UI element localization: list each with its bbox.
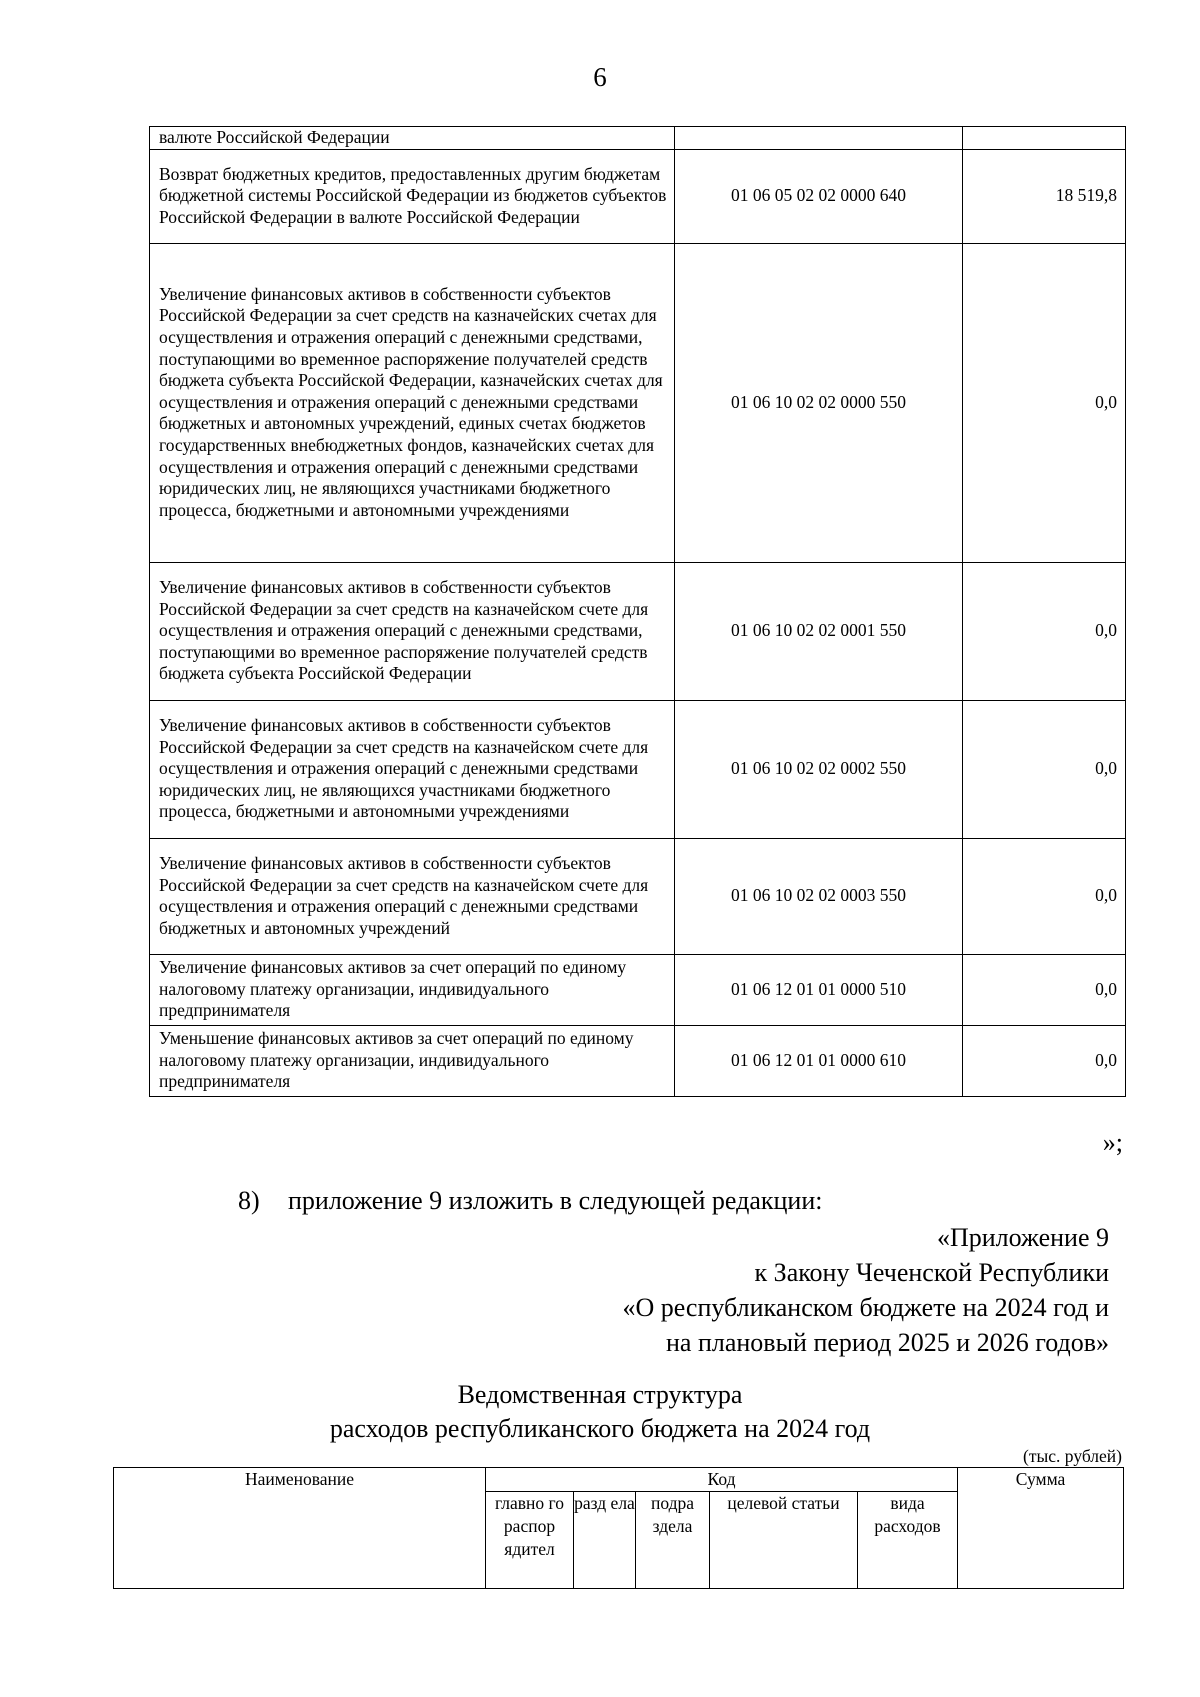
appendix-header xyxy=(622,1220,1109,1360)
row-sum: 0,0 xyxy=(963,243,1126,562)
table-header-row xyxy=(114,1468,1124,1492)
row-name: валюте Российской Федерации xyxy=(150,127,675,150)
row-name: Увеличение финансовых активов в собственности субъектов Российской Федерации за счет средств на казначейском счете для осуществления и отражения операций с денежными средствами, поступающими во временное распоряжение получателей средств бюджета субъекта Российской Федерации xyxy=(150,562,675,700)
table-row xyxy=(150,700,1126,838)
subheader-chief-administrator: главно го распор ядител xyxy=(486,1492,574,1589)
table-row xyxy=(150,562,1126,700)
appendix-line: «О республиканском бюджете на 2024 год и xyxy=(622,1293,1109,1322)
row-name: Увеличение финансовых активов в собственности субъектов Российской Федерации за счет средств на казначейских счетах для осуществления и отражения операций с денежными средствами, поступающими во временное распоряжение получателей средств бюджета субъекта Российской Федерации, казначейских счетах для осуществления и отражения операций с денежными средствами бюджетных и автономных учреждений, единых счетах бюджетов государственных внебюджетных фондов, казначейских счетах для осуществления и отражения операций с денежными средствами юридических лиц, не являющихся участниками бюджетного процесса, бюджетными и автономными учреждениями xyxy=(150,243,675,562)
row-name: Увеличение финансовых активов в собственности субъектов Российской Федерации за счет средств на казначейском счете для осуществления и отражения операций с денежными средствами юридических лиц, не являющихся участниками бюджетного процесса, бюджетными и автономными учреждениями xyxy=(150,700,675,838)
appendix-line: «Приложение 9 xyxy=(936,1223,1109,1252)
row-code: 01 06 10 02 02 0001 550 xyxy=(675,562,963,700)
table-row xyxy=(150,127,1126,150)
row-code xyxy=(675,127,963,150)
row-sum xyxy=(963,127,1126,150)
subheader-expense-type: вида расходов xyxy=(858,1492,958,1589)
row-name: Уменьшение финансовых активов за счет операций по единому налоговому платежу организации, индивидуального предпринимателя xyxy=(150,1025,675,1096)
header-name: Наименование xyxy=(114,1468,486,1589)
amendment-item xyxy=(238,1186,822,1216)
section-heading xyxy=(0,1378,1200,1446)
table-row xyxy=(150,243,1126,562)
subheader-target-item: целевой статьи xyxy=(710,1492,858,1589)
item-text: приложение 9 изложить в следующей редакции: xyxy=(288,1186,823,1215)
row-name: Увеличение финансовых активов в собственности субъектов Российской Федерации за счет средств на казначейском счете для осуществления и отражения операций с денежными средствами бюджетных и автономных учреждений xyxy=(150,838,675,954)
table-row xyxy=(150,838,1126,954)
item-number: 8) xyxy=(238,1186,260,1215)
row-name: Возврат бюджетных кредитов, предоставленных другим бюджетам бюджетной системы Российской Федерации из бюджетов субъектов Российской Федерации в валюте Российской Федерации xyxy=(150,149,675,243)
sources-table xyxy=(149,126,1126,1097)
appendix-line: на плановый период 2025 и 2026 годов» xyxy=(666,1328,1109,1357)
row-code: 01 06 12 01 01 0000 510 xyxy=(675,954,963,1025)
row-code: 01 06 12 01 01 0000 610 xyxy=(675,1025,963,1096)
row-sum: 0,0 xyxy=(963,1025,1126,1096)
table-row xyxy=(150,1025,1126,1096)
row-sum: 0,0 xyxy=(963,700,1126,838)
row-sum: 0,0 xyxy=(963,838,1126,954)
row-sum: 0,0 xyxy=(963,562,1126,700)
row-code: 01 06 10 02 02 0002 550 xyxy=(675,700,963,838)
table-row xyxy=(150,149,1126,243)
heading-line: расходов республиканского бюджета на 2024 год xyxy=(329,1414,871,1443)
appendix-line: к Закону Чеченской Республики xyxy=(754,1258,1109,1287)
row-code: 01 06 05 02 02 0000 640 xyxy=(675,149,963,243)
row-sum: 0,0 xyxy=(963,954,1126,1025)
expenditure-structure-table xyxy=(113,1467,1124,1589)
row-code: 01 06 10 02 02 0003 550 xyxy=(675,838,963,954)
header-sum: Сумма xyxy=(958,1468,1124,1589)
subheader-subsection: подра здела xyxy=(636,1492,710,1589)
page-number: 6 xyxy=(593,62,607,92)
row-code: 01 06 10 02 02 0000 550 xyxy=(675,243,963,562)
units-label: (тыс. рублей) xyxy=(1023,1446,1122,1466)
table-row xyxy=(150,954,1126,1025)
closing-quote: »; xyxy=(1102,1128,1123,1157)
subheader-section: разд ела xyxy=(574,1492,636,1589)
row-sum: 18 519,8 xyxy=(963,149,1126,243)
row-name: Увеличение финансовых активов за счет операций по единому налоговому платежу организации, индивидуального предпринимателя xyxy=(150,954,675,1025)
heading-line: Ведомственная структура xyxy=(457,1380,743,1409)
header-code: Код xyxy=(486,1468,958,1492)
